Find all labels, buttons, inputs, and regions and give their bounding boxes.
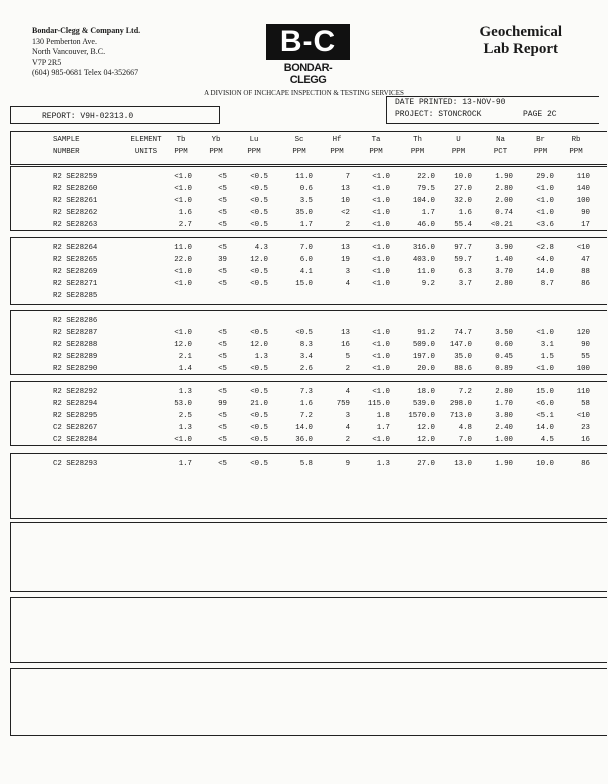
result-cell: 6.0 xyxy=(299,256,313,264)
column-header: U xyxy=(456,136,461,144)
result-cell: <2 xyxy=(341,209,350,217)
result-cell: 3.90 xyxy=(495,244,513,252)
result-cell: 22.0 xyxy=(174,256,192,264)
result-cell: 2.6 xyxy=(299,365,313,373)
result-cell: 1.3 xyxy=(178,388,192,396)
result-cell: 1.6 xyxy=(458,209,472,217)
sample-number: R2 SE28262 xyxy=(53,209,98,217)
result-cell: 0.74 xyxy=(495,209,513,217)
result-cell: 88.6 xyxy=(454,365,472,373)
result-cell: <1.0 xyxy=(372,388,390,396)
result-cell: <10 xyxy=(576,244,590,252)
result-cell: <2.8 xyxy=(536,244,554,252)
result-cell: <5 xyxy=(218,221,227,229)
column-header: PPM xyxy=(209,148,223,156)
result-cell: 3.70 xyxy=(495,268,513,276)
result-cell: <5 xyxy=(218,209,227,217)
result-cell: <0.5 xyxy=(250,424,268,432)
result-cell: 10.0 xyxy=(536,460,554,468)
result-cell: <1.0 xyxy=(174,280,192,288)
sample-number: R2 SE28287 xyxy=(53,329,98,337)
result-cell: <1.0 xyxy=(372,268,390,276)
result-cell: 86 xyxy=(581,460,590,468)
column-header: Th xyxy=(413,136,422,144)
result-cell: <0.21 xyxy=(490,221,513,229)
page-number: PAGE 2C xyxy=(523,110,557,119)
result-cell: 147.0 xyxy=(449,341,472,349)
result-cell: 97.7 xyxy=(454,244,472,252)
result-cell: 1.7 xyxy=(299,221,313,229)
result-cell: <1.0 xyxy=(536,197,554,205)
result-cell: <5 xyxy=(218,244,227,252)
result-cell: <6.0 xyxy=(536,400,554,408)
result-cell: 1.40 xyxy=(495,256,513,264)
result-cell: 12.0 xyxy=(417,424,435,432)
result-cell: 19 xyxy=(341,256,350,264)
result-cell: <5 xyxy=(218,424,227,432)
column-header: UNITS xyxy=(134,148,158,156)
result-cell: 2.80 xyxy=(495,388,513,396)
column-header: PPM xyxy=(292,148,306,156)
document-title xyxy=(480,24,562,58)
result-cell: 59.7 xyxy=(454,256,472,264)
result-cell: 23 xyxy=(581,424,590,432)
result-cell: <1.0 xyxy=(372,341,390,349)
result-cell: 13 xyxy=(341,329,350,337)
result-cell: 47 xyxy=(581,256,590,264)
result-cell: 9 xyxy=(345,460,350,468)
column-header: Tb xyxy=(176,136,186,144)
result-cell: 7.2 xyxy=(458,388,472,396)
result-cell: 90 xyxy=(581,209,590,217)
column-header: Yb xyxy=(211,136,221,144)
result-cell: 4 xyxy=(345,280,350,288)
result-cell: 3.4 xyxy=(299,353,313,361)
result-cell: 120 xyxy=(576,329,590,337)
result-cell: 3 xyxy=(345,412,350,420)
result-cell: 99 xyxy=(218,400,227,408)
result-cell: 74.7 xyxy=(454,329,472,337)
logo-mark: B-C xyxy=(266,24,350,60)
result-cell: <1.0 xyxy=(372,280,390,288)
result-cell: <1.0 xyxy=(536,185,554,193)
result-cell: 3.5 xyxy=(299,197,313,205)
result-cell: 2.5 xyxy=(178,412,192,420)
sample-number: R2 SE28292 xyxy=(53,388,98,396)
result-cell: 3.50 xyxy=(495,329,513,337)
result-cell: <1.0 xyxy=(372,173,390,181)
result-cell: <5 xyxy=(218,412,227,420)
result-cell: 53.0 xyxy=(174,400,192,408)
sample-number: R2 SE28260 xyxy=(53,185,98,193)
result-cell: 35.0 xyxy=(454,353,472,361)
result-cell: 2 xyxy=(345,365,350,373)
sample-number: C2 SE28293 xyxy=(53,460,98,468)
sample-number: R2 SE28289 xyxy=(53,353,98,361)
company-name: Bondar-Clegg & Company Ltd. xyxy=(32,26,141,35)
result-cell: 4 xyxy=(345,388,350,396)
result-cell: 0.6 xyxy=(299,185,313,193)
result-cell: <1.0 xyxy=(372,329,390,337)
column-header: Hf xyxy=(332,136,342,144)
result-cell: 8.3 xyxy=(299,341,313,349)
column-header: PPM xyxy=(569,148,583,156)
result-cell: <5 xyxy=(218,436,227,444)
column-header: Lu xyxy=(249,136,259,144)
result-cell: 10 xyxy=(341,197,350,205)
result-cell: <0.5 xyxy=(250,460,268,468)
result-cell: 2.1 xyxy=(178,353,192,361)
result-cell: 4.1 xyxy=(299,268,313,276)
result-cell: 15.0 xyxy=(536,388,554,396)
result-cell: <0.5 xyxy=(250,185,268,193)
result-cell: <5 xyxy=(218,388,227,396)
result-cell: 5.8 xyxy=(299,460,313,468)
sample-number: R2 SE28264 xyxy=(53,244,98,252)
result-cell: <1.0 xyxy=(372,256,390,264)
address-line: 130 Pemberton Ave. xyxy=(32,36,97,46)
result-cell: 91.2 xyxy=(417,329,435,337)
result-cell: 27.0 xyxy=(417,460,435,468)
result-cell: 27.0 xyxy=(454,185,472,193)
result-cell: 1.6 xyxy=(178,209,192,217)
empty-results-box xyxy=(10,668,607,736)
result-cell: 3.7 xyxy=(458,280,472,288)
result-cell: 4.3 xyxy=(254,244,268,252)
result-cell: <1.0 xyxy=(372,365,390,373)
result-cell: 1.70 xyxy=(495,400,513,408)
result-cell: 14.0 xyxy=(295,424,313,432)
result-cell: <5.1 xyxy=(536,412,554,420)
result-cell: <0.5 xyxy=(250,173,268,181)
result-cell: 55 xyxy=(581,353,590,361)
sample-number: R2 SE28271 xyxy=(53,280,98,288)
address-line: (604) 985-0681 Telex 04-352667 xyxy=(32,68,139,77)
date-printed: DATE PRINTED: 13-NOV-90 xyxy=(395,98,506,107)
column-header: SAMPLE xyxy=(53,136,80,144)
result-cell: 18.0 xyxy=(417,388,435,396)
result-cell: 298.0 xyxy=(449,400,472,408)
result-cell: 12.0 xyxy=(250,256,268,264)
result-cell: 11.0 xyxy=(417,268,435,276)
result-cell: <5 xyxy=(218,365,227,373)
result-cell: 0.60 xyxy=(495,341,513,349)
result-cell: 2.00 xyxy=(495,197,513,205)
sample-number: R2 SE28269 xyxy=(53,268,98,276)
result-cell: <1.0 xyxy=(174,268,192,276)
empty-results-box xyxy=(10,522,607,592)
column-header: ELEMENT xyxy=(130,136,162,144)
result-cell: 115.0 xyxy=(367,400,390,408)
result-cell: 0.45 xyxy=(495,353,513,361)
result-cell: 7.2 xyxy=(299,412,313,420)
result-cell: 2.80 xyxy=(495,280,513,288)
result-cell: 104.0 xyxy=(412,197,435,205)
result-cell: 1.3 xyxy=(254,353,268,361)
result-cell: 1.90 xyxy=(495,460,513,468)
result-cell: 11.0 xyxy=(174,244,192,252)
result-cell: <1.0 xyxy=(174,329,192,337)
result-cell: 1.3 xyxy=(178,424,192,432)
result-cell: 7.0 xyxy=(299,244,313,252)
result-cell: 22.0 xyxy=(417,173,435,181)
result-cell: 7 xyxy=(345,173,350,181)
column-header: PPM xyxy=(174,148,188,156)
result-cell: <1.0 xyxy=(372,185,390,193)
document-title-line: Geochemical xyxy=(479,24,562,40)
result-cell: 36.0 xyxy=(295,436,313,444)
report-id: REPORT: V9H-02313.0 xyxy=(42,112,134,121)
project-name: PROJECT: STONCROCK xyxy=(395,110,482,119)
result-cell: 12.0 xyxy=(417,436,435,444)
result-cell: <1.0 xyxy=(536,329,554,337)
result-cell: <5 xyxy=(218,341,227,349)
sample-number: R2 SE28263 xyxy=(53,221,98,229)
result-cell: 1.8 xyxy=(376,412,390,420)
column-header: NUMBER xyxy=(53,148,80,156)
result-cell: <10 xyxy=(576,412,590,420)
sample-number: R2 SE28295 xyxy=(53,412,98,420)
sample-number: R2 SE28288 xyxy=(53,341,98,349)
result-cell: <5 xyxy=(218,268,227,276)
result-cell: 0.89 xyxy=(495,365,513,373)
result-cell: 35.0 xyxy=(295,209,313,217)
column-header: PPM xyxy=(410,148,425,156)
result-cell: 13 xyxy=(341,185,350,193)
result-cell: 79.5 xyxy=(417,185,435,193)
result-cell: <0.5 xyxy=(250,436,268,444)
result-cell: 12.0 xyxy=(174,341,192,349)
column-header: Br xyxy=(536,136,545,144)
result-cell: 1.90 xyxy=(495,173,513,181)
result-cell: 29.0 xyxy=(536,173,554,181)
sample-number: R2 SE28294 xyxy=(53,400,98,408)
result-cell: 509.0 xyxy=(412,341,435,349)
result-cell: 39 xyxy=(218,256,227,264)
result-cell: 13 xyxy=(341,244,350,252)
result-cell: 2.40 xyxy=(495,424,513,432)
column-header: PPM xyxy=(330,148,344,156)
column-header: Ta xyxy=(371,136,381,144)
result-cell: 3.80 xyxy=(495,412,513,420)
column-header: PCT xyxy=(493,148,508,156)
result-cell: 3.1 xyxy=(540,341,554,349)
result-cell: <0.5 xyxy=(250,412,268,420)
sample-number: C2 SE28267 xyxy=(53,424,98,432)
result-cell: <1.0 xyxy=(536,365,554,373)
sample-number: R2 SE28285 xyxy=(53,292,98,300)
result-cell: <0.5 xyxy=(250,197,268,205)
result-cell: 140 xyxy=(576,185,590,193)
result-cell: 5 xyxy=(345,353,350,361)
result-cell: 759 xyxy=(336,400,350,408)
result-cell: 2.80 xyxy=(495,185,513,193)
result-cell: <1.0 xyxy=(372,436,390,444)
division-note: A DIVISION OF INCHCAPE INSPECTION & TESTING SERVICES xyxy=(204,89,404,97)
result-cell: 713.0 xyxy=(449,412,472,420)
sample-number: C2 SE28284 xyxy=(53,436,98,444)
result-cell: <5 xyxy=(218,460,227,468)
result-cell: 13.0 xyxy=(454,460,472,468)
result-cell: <1.0 xyxy=(536,209,554,217)
result-cell: 86 xyxy=(581,280,590,288)
sample-number: R2 SE28265 xyxy=(53,256,98,264)
bondar-clegg-logo xyxy=(266,24,350,86)
result-cell: 1.3 xyxy=(376,460,390,468)
document-title-line: Lab Report xyxy=(483,41,559,57)
result-cell: 7.3 xyxy=(299,388,313,396)
column-header: PPM xyxy=(451,148,466,156)
result-cell: 1.00 xyxy=(495,436,513,444)
result-cell: 110 xyxy=(576,173,590,181)
result-cell: 88 xyxy=(581,268,590,276)
result-cell: 10.0 xyxy=(454,173,472,181)
result-cell: 2 xyxy=(345,221,350,229)
result-cell: 403.0 xyxy=(412,256,435,264)
result-cell: <1.0 xyxy=(174,185,192,193)
result-cell: 12.0 xyxy=(250,341,268,349)
result-cell: 4.5 xyxy=(540,436,554,444)
column-header: Na xyxy=(496,136,505,144)
result-cell: 55.4 xyxy=(454,221,472,229)
result-cell: 100 xyxy=(576,365,590,373)
result-cell: <1.0 xyxy=(372,197,390,205)
result-cell: 15.0 xyxy=(295,280,313,288)
company-address-block xyxy=(32,26,140,79)
column-header: Sc xyxy=(294,136,304,144)
sample-number: R2 SE28259 xyxy=(53,173,98,181)
result-cell: 14.0 xyxy=(536,268,554,276)
result-cell: <0.5 xyxy=(250,388,268,396)
result-cell: 32.0 xyxy=(454,197,472,205)
result-cell: <1.0 xyxy=(372,353,390,361)
column-header: PPM xyxy=(247,148,261,156)
result-cell: 4.8 xyxy=(458,424,472,432)
result-cell: <1.0 xyxy=(372,244,390,252)
result-cell: 539.0 xyxy=(412,400,435,408)
result-cell: <4.0 xyxy=(536,256,554,264)
result-cell: 46.0 xyxy=(417,221,435,229)
sample-number: R2 SE28290 xyxy=(53,365,98,373)
result-cell: <0.5 xyxy=(250,365,268,373)
result-cell: 11.0 xyxy=(295,173,313,181)
result-cell: <5 xyxy=(218,329,227,337)
result-cell: 197.0 xyxy=(412,353,435,361)
sample-number: R2 SE28261 xyxy=(53,197,98,205)
result-cell: <0.5 xyxy=(250,280,268,288)
result-cell: 58 xyxy=(581,400,590,408)
sample-number: R2 SE28286 xyxy=(53,317,98,325)
result-cell: <5 xyxy=(218,173,227,181)
column-header: PPM xyxy=(533,148,548,156)
result-cell: 1.6 xyxy=(299,400,313,408)
column-header: PPM xyxy=(369,148,383,156)
result-cell: <1.0 xyxy=(174,436,192,444)
result-cell: <1.0 xyxy=(372,221,390,229)
result-cell: <0.5 xyxy=(250,268,268,276)
result-cell: <5 xyxy=(218,197,227,205)
result-cell: 9.2 xyxy=(421,280,435,288)
result-cell: <5 xyxy=(218,280,227,288)
result-cell: <3.6 xyxy=(536,221,554,229)
result-cell: 7.0 xyxy=(458,436,472,444)
address-line: North Vancouver, B.C. xyxy=(32,47,106,56)
result-cell: <5 xyxy=(218,185,227,193)
empty-results-box xyxy=(10,597,607,663)
result-cell: 16 xyxy=(341,341,350,349)
result-cell: 100 xyxy=(576,197,590,205)
result-cell: <5 xyxy=(218,353,227,361)
result-cell: <0.5 xyxy=(295,329,313,337)
result-cell: 2 xyxy=(345,436,350,444)
result-cell: 1.7 xyxy=(178,460,192,468)
result-cell: 1.7 xyxy=(421,209,435,217)
result-cell: 316.0 xyxy=(412,244,435,252)
result-cell: 1.4 xyxy=(178,365,192,373)
result-cell: 1.5 xyxy=(540,353,554,361)
logo-wordmark: BONDAR-CLEGG xyxy=(283,62,333,86)
result-cell: <1.0 xyxy=(372,209,390,217)
result-cell: 20.0 xyxy=(417,365,435,373)
result-cell: 1570.0 xyxy=(408,412,435,420)
result-cell: <0.5 xyxy=(250,329,268,337)
result-cell: 8.7 xyxy=(540,280,554,288)
result-cell: 2.7 xyxy=(178,221,192,229)
result-cell: 16 xyxy=(581,436,590,444)
result-cell: <1.0 xyxy=(174,197,192,205)
column-header: Rb xyxy=(571,136,581,144)
result-cell: 90 xyxy=(581,341,590,349)
result-cell: 21.0 xyxy=(250,400,268,408)
result-cell: 6.3 xyxy=(458,268,472,276)
result-cell: 17 xyxy=(581,221,590,229)
result-cell: 3 xyxy=(345,268,350,276)
result-cell: <0.5 xyxy=(250,221,268,229)
result-cell: 110 xyxy=(576,388,590,396)
result-cell: <0.5 xyxy=(250,209,268,217)
result-cell: 4 xyxy=(345,424,350,432)
result-cell: 1.7 xyxy=(376,424,390,432)
address-line: V7P 2R5 xyxy=(32,57,62,67)
result-cell: <1.0 xyxy=(174,173,192,181)
result-cell: 14.0 xyxy=(536,424,554,432)
